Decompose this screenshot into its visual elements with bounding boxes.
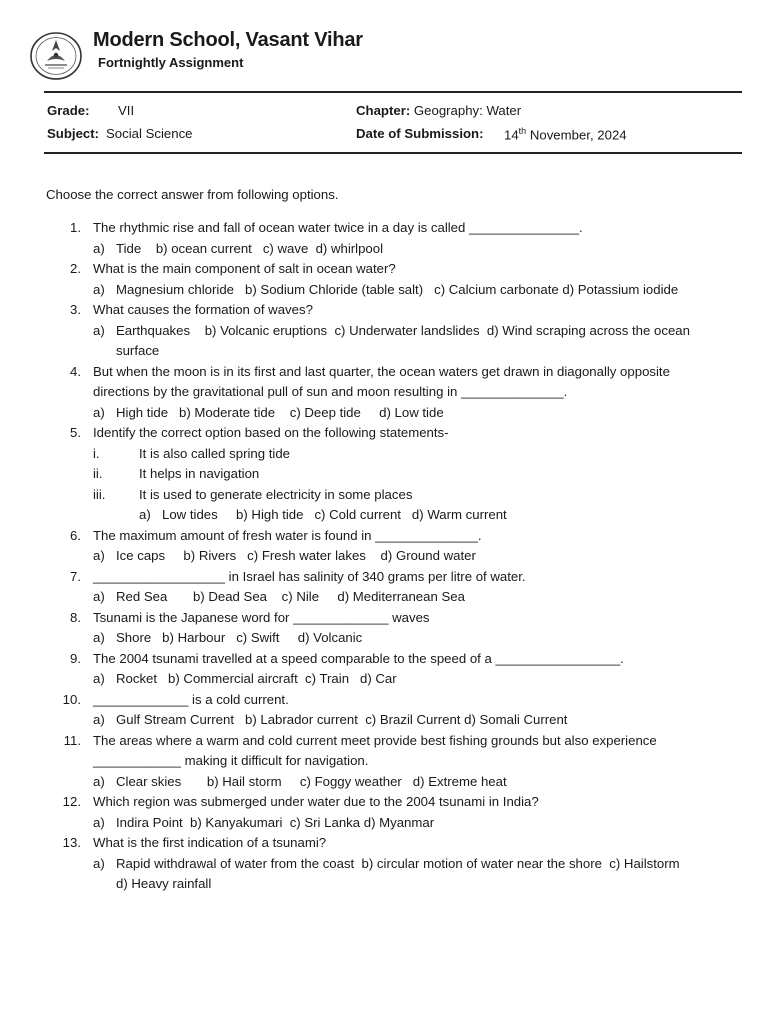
options-text: d) Heavy rainfall <box>116 876 212 891</box>
chapter-label: Chapter: <box>356 103 411 118</box>
chapter-value: Geography: Water <box>413 103 522 118</box>
option-label: a) <box>93 240 105 256</box>
question-number: 5. <box>70 425 81 440</box>
question-text: The rhythmic rise and fall of ocean water twice in a day is called _______________. <box>93 220 583 235</box>
question-line-continued <box>0 382 768 403</box>
header-bottom-rule <box>44 152 742 154</box>
question-text: _____________ is a cold current. <box>93 691 289 707</box>
subject-value: Social Science <box>106 126 193 141</box>
question-item <box>0 833 768 895</box>
options-text: surface <box>116 343 160 358</box>
question-text: __________________ in Israel has salinity of 340 grams per litre of water. <box>93 568 526 584</box>
options-line <box>0 813 768 834</box>
option-label: a) <box>93 630 105 645</box>
question-item <box>0 567 768 608</box>
options-text: High tide b) Moderate tide c) Deep tide d) Low tide <box>116 404 444 420</box>
statement-text: It is used to generate electricity in some places <box>139 486 413 502</box>
question-number: 3. <box>70 302 81 317</box>
option-label: a) <box>93 814 105 830</box>
question-number: 12. <box>62 794 81 809</box>
question-number: 11. <box>63 732 81 748</box>
options-line <box>0 710 768 731</box>
question-line <box>0 731 768 752</box>
question-list <box>0 218 768 895</box>
options-line <box>0 505 768 526</box>
school-crest-icon <box>29 31 83 81</box>
question-line <box>0 833 768 854</box>
question-line <box>0 526 768 547</box>
options-text: Red Sea b) Dead Sea c) Nile d) Mediterranean Sea <box>116 589 465 604</box>
question-item <box>0 731 768 793</box>
question-line <box>0 608 768 629</box>
question-number: 4. <box>70 363 81 379</box>
question-number: 9. <box>70 650 81 666</box>
option-label: a) <box>93 712 105 727</box>
options-text: Magnesium chloride b) Sodium Chloride (table salt) c) Calcium carbonate d) Potassium iodide <box>116 281 679 297</box>
option-label: a) <box>93 548 105 563</box>
statement-line <box>0 485 768 506</box>
question-line <box>0 690 768 711</box>
question-line <box>0 567 768 588</box>
options-text: Shore b) Harbour c) Swift d) Volcanic <box>116 630 363 645</box>
options-text: Earthquakes b) Volcanic eruptions c) Underwater landslides d) Wind scraping across the ocean <box>116 322 690 338</box>
option-label: a) <box>93 589 105 604</box>
question-number: 13. <box>62 835 81 850</box>
question-text: The areas where a warm and cold current meet provide best fishing grounds but also experience <box>93 732 657 748</box>
question-text: What is the first indication of a tsunami? <box>93 835 327 850</box>
options-text: Rocket b) Commercial aircraft c) Train d) Car <box>116 671 397 686</box>
subject-label: Subject: <box>47 126 100 141</box>
options-line <box>0 772 768 793</box>
header-top-rule <box>44 91 742 93</box>
option-label: a) <box>93 322 105 338</box>
question-text: Which region was submerged under water due to the 2004 tsunami in India? <box>93 794 539 809</box>
question-item <box>0 423 768 526</box>
options-text: Rapid withdrawal of water from the coast b) circular motion of water near the shore c) Hailstorm <box>116 855 680 871</box>
statement-number: ii. <box>93 466 103 481</box>
options-line <box>0 321 768 342</box>
statement-text: It helps in navigation <box>139 466 260 481</box>
question-item <box>0 300 768 362</box>
options-text: Ice caps b) Rivers c) Fresh water lakes d) Ground water <box>116 548 476 563</box>
school-name: Modern School, Vasant Vihar <box>93 29 363 51</box>
options-line <box>0 628 768 649</box>
options-line-continued <box>0 341 768 362</box>
options-line <box>0 280 768 301</box>
date-day: 14 <box>504 127 519 143</box>
question-text: What is the main component of salt in ocean water? <box>93 261 396 276</box>
question-text: Identify the correct option based on the following statements- <box>93 425 449 440</box>
date-label: Date of Submission: <box>356 126 484 141</box>
instruction-text: Choose the correct answer from following options. <box>46 187 339 202</box>
question-line <box>0 218 768 239</box>
question-line <box>0 259 768 280</box>
document-subtitle: Fortnightly Assignment <box>98 55 244 70</box>
question-item <box>0 608 768 649</box>
question-line <box>0 649 768 670</box>
option-label: a) <box>139 507 151 522</box>
options-line <box>0 854 768 875</box>
option-label: a) <box>93 281 105 297</box>
options-line <box>0 587 768 608</box>
question-number: 8. <box>70 609 81 625</box>
options-line-continued <box>0 874 768 895</box>
options-line <box>0 239 768 260</box>
date-rest: November, 2024 <box>526 127 627 143</box>
date-value <box>504 126 627 142</box>
submission-date-info <box>356 126 627 143</box>
options-text: Indira Point b) Kanyakumari c) Sri Lanka d) Myanmar <box>116 814 435 830</box>
question-number: 1. <box>70 220 81 235</box>
option-label: a) <box>93 671 105 686</box>
option-label: a) <box>93 773 105 789</box>
question-text: ____________ making it difficult for navigation. <box>93 753 369 768</box>
statement-number: i. <box>93 445 100 461</box>
statement-text: It is also called spring tide <box>139 445 290 461</box>
question-text: Tsunami is the Japanese word for _____________ waves <box>93 609 430 625</box>
statement-number: iii. <box>93 486 106 502</box>
statement-line <box>0 464 768 485</box>
options-line <box>0 546 768 567</box>
question-item <box>0 218 768 259</box>
question-item <box>0 526 768 567</box>
question-text: What causes the formation of waves? <box>93 302 313 317</box>
option-label: a) <box>93 855 105 871</box>
question-line <box>0 300 768 321</box>
question-item <box>0 792 768 833</box>
grade-value: VII <box>118 103 135 118</box>
question-line <box>0 423 768 444</box>
options-text: Low tides b) High tide c) Cold current d) Warm current <box>162 507 507 522</box>
question-text: The maximum amount of fresh water is found in ______________. <box>93 527 482 543</box>
options-line <box>0 403 768 424</box>
option-label: a) <box>93 404 105 420</box>
grade-info <box>47 103 135 118</box>
question-line <box>0 362 768 383</box>
question-number: 10. <box>62 691 81 707</box>
question-number: 6. <box>70 527 81 543</box>
options-text: Tide b) ocean current c) wave d) whirlpool <box>116 240 384 256</box>
question-line <box>0 792 768 813</box>
question-item <box>0 649 768 690</box>
grade-label: Grade: <box>47 103 90 118</box>
date-suffix: th <box>518 126 527 136</box>
options-text: Clear skies b) Hail storm c) Foggy weather d) Extreme heat <box>116 773 507 789</box>
question-item <box>0 690 768 731</box>
options-text: Gulf Stream Current b) Labrador current c) Brazil Current d) Somali Current <box>116 712 568 727</box>
question-text: The 2004 tsunami travelled at a speed comparable to the speed of a _________________. <box>93 650 624 666</box>
question-item <box>0 362 768 424</box>
question-text: directions by the gravitational pull of sun and moon resulting in ______________. <box>93 384 568 399</box>
options-line <box>0 669 768 690</box>
question-number: 2. <box>70 261 81 276</box>
question-item <box>0 259 768 300</box>
question-number: 7. <box>70 568 81 584</box>
question-line-continued <box>0 751 768 772</box>
statement-line <box>0 444 768 465</box>
subject-info <box>47 126 193 141</box>
chapter-info <box>356 103 521 118</box>
question-text: But when the moon is in its first and last quarter, the ocean waters get drawn in diagonally opposite <box>93 363 670 379</box>
